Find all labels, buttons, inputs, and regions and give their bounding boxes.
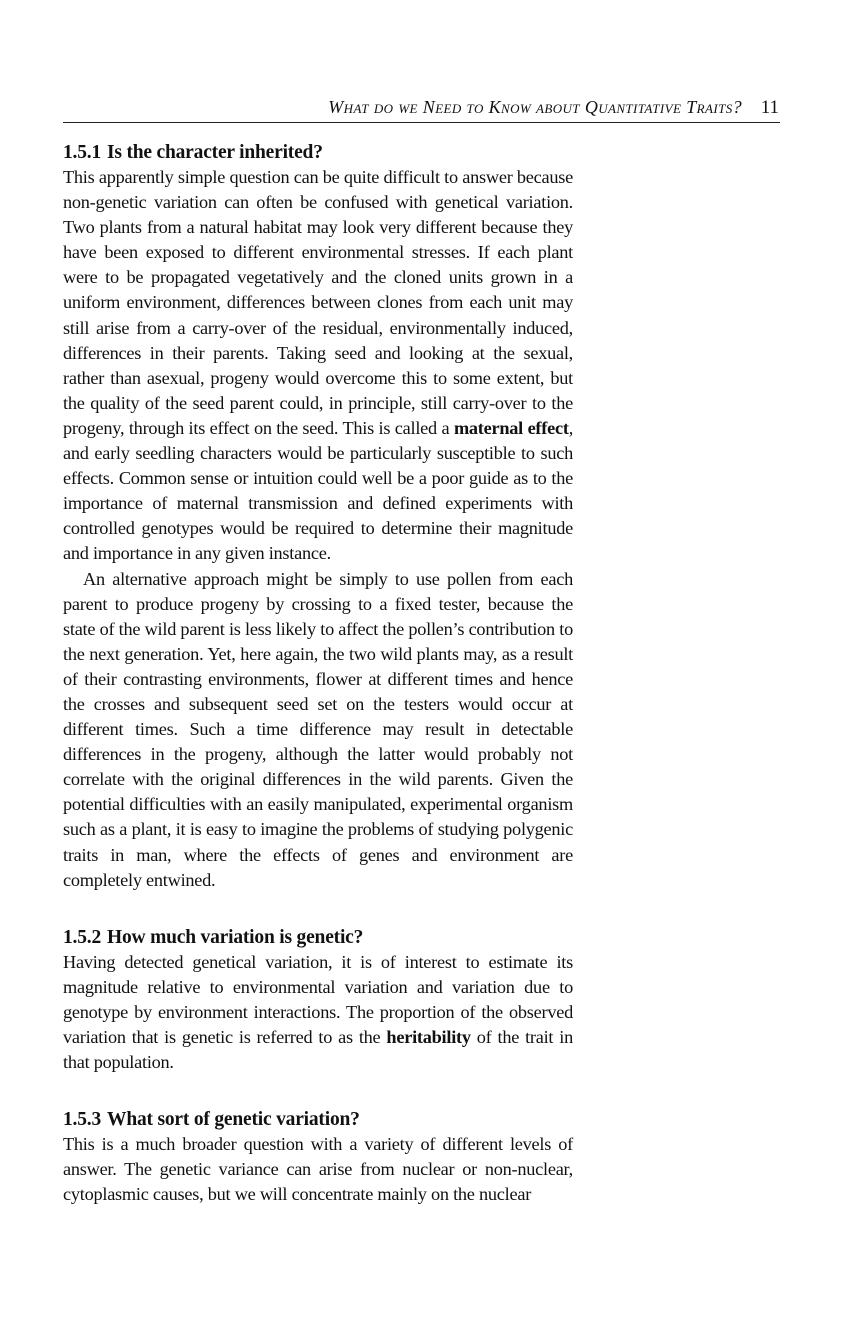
section-title: What sort of genetic variation? [107, 1109, 360, 1131]
section-number: 1.5.3 [63, 1109, 102, 1131]
section-heading [63, 1107, 573, 1132]
section-1-5-1 [63, 140, 573, 893]
section-1-5-2 [63, 925, 573, 1075]
section-heading [63, 140, 573, 165]
paragraph [63, 165, 573, 567]
page-body [63, 140, 573, 1207]
section-heading [63, 925, 573, 950]
key-term: maternal effect [453, 417, 569, 438]
paragraph [63, 950, 573, 1075]
running-head [63, 96, 780, 123]
section-title: Is the character inherited? [107, 142, 323, 163]
section-number: 1.5.1 [63, 142, 102, 163]
section-1-5-3 [63, 1107, 573, 1207]
key-term: heritability [386, 1027, 471, 1047]
paragraph-text: This apparently simple question can be quite difficult to answer because non-genetic variation can often be confused with genetical variation. Two plants from a natural habitat may look very different because they have been exposed to different environmental stresses. If each plant were to be propagated vegetatively and the cloned units grown in a uniform environment, differences between clones from each unit may still arise from a carry-over of the residual, environmentally induced, differences in their parents. Taking seed and looking at the sexual, rather than asexual, progeny would overcome this to some extent, but the quality of the seed parent could, in principle, still carry-over to the progeny, through its effect on the seed. This is called a [63, 167, 573, 438]
paragraph: An alternative approach might be simply to use pollen from each parent to produce progeny by crossing to a fixed tester, because the state of the wild parent is less likely to affect the pollen’s contribution to the next generation. Yet, here again, the two wild plants may, as a result of their contrasting environments, flower at different times and hence the crosses and subsequent seed set on the testers would occur at different times. Such a time difference may result in detectable differences in the progeny, although the latter would probably not correlate with the original differences in the wild parents. Given the potential difficulties with an easily manipulated, experimental organism such as a plant, it is easy to imagine the problems of studying polygenic traits in man, where the effects of genes and environment are completely entwined. [63, 568, 573, 890]
paragraph-text: , and early seedling characters would be particularly susceptible to such effects. Common sense or intuition could well be a poor guide as to the importance of maternal transmission and defined experiments with controlled genotypes would be required to determine their magnitude and importance in any given instance. [63, 417, 574, 564]
section-number: 1.5.2 [63, 926, 102, 948]
running-head-title: What do we Need to Know about Quantitative Traits? [328, 97, 742, 117]
paragraph: This is a much broader question with a variety of different levels of answer. The genetic variance can arise from nuclear or non-nuclear, cytoplasmic causes, but we will concentrate mainly on the nuclear [63, 1134, 573, 1205]
page-number: 11 [760, 97, 779, 118]
section-title: How much variation is genetic? [107, 926, 364, 948]
paragraph-text: of the trait in that population. [63, 1027, 573, 1073]
paragraph-text: Having detected genetical variation, it is of interest to estimate its magnitude relative to environmental variation and variation due to genotype by environment interactions. The proportion of the observed variation that is genetic is referred to as the [63, 951, 573, 1047]
